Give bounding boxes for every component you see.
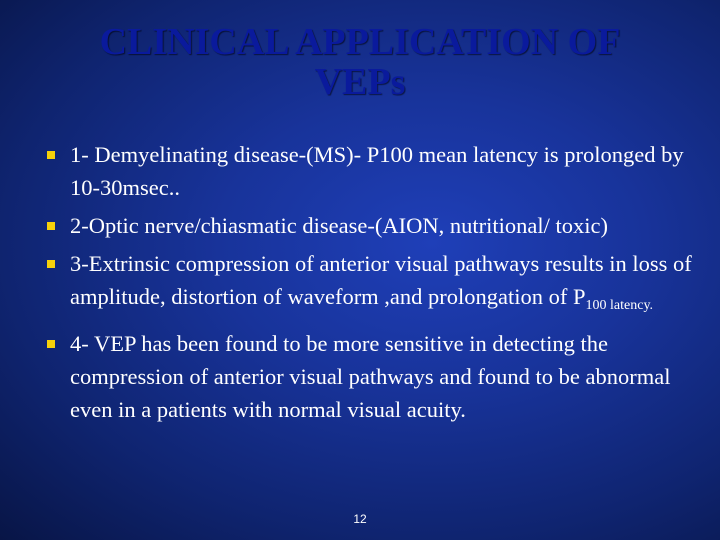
square-bullet-icon (47, 151, 55, 159)
bullet-item (0, 209, 720, 242)
bullet-subscript: 100 latency. (585, 298, 654, 313)
bullet-item (0, 138, 720, 204)
bullet-text: 4- VEP has been found to be more sensitive in detecting the compression of anterior visual pathways and found to be abnormal even in a patients with normal visual acuity. (70, 331, 671, 422)
bullet-item (0, 247, 720, 322)
page-number: 12 (353, 512, 367, 526)
square-bullet-icon (47, 340, 55, 348)
slide-title-line-2: VEPs (314, 61, 406, 103)
square-bullet-icon (47, 260, 55, 268)
square-bullet-icon (47, 222, 55, 230)
slide-title (0, 22, 720, 102)
bullet-text: 2-Optic nerve/chiasmatic disease-(AION, nutritional/ toxic) (70, 213, 608, 238)
bullet-item (0, 327, 720, 426)
bullet-list (0, 138, 720, 431)
bullet-text: 3-Extrinsic compression of anterior visual pathways results in loss of amplitude, distortion of waveform ,and prolongation of P (70, 251, 692, 309)
bullet-text: 1- Demyelinating disease-(MS)- P100 mean latency is prolonged by 10-30msec.. (70, 142, 684, 200)
slide-title-line-1: CLINICAL APPLICATION OF (99, 21, 621, 63)
